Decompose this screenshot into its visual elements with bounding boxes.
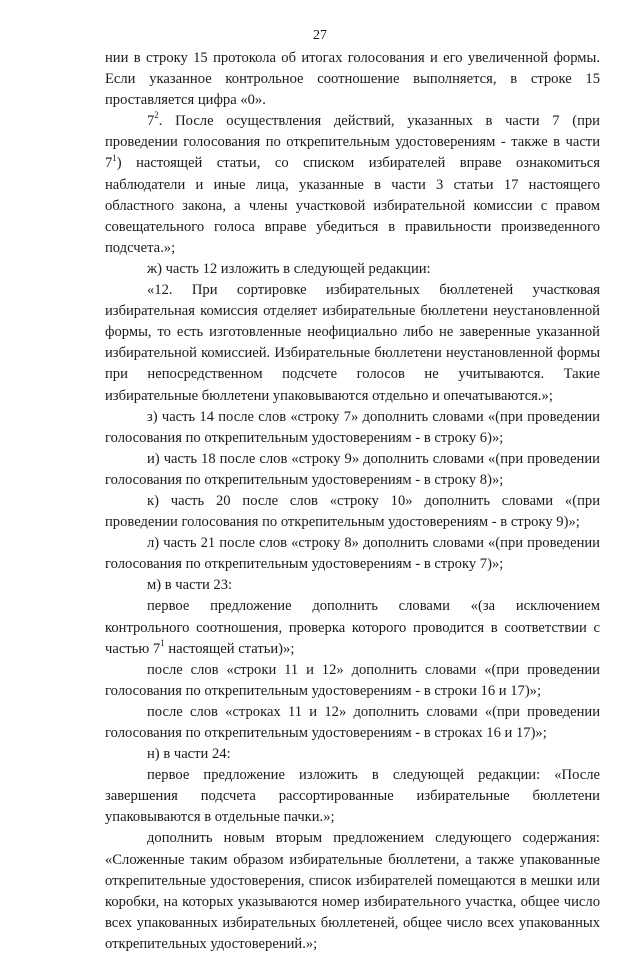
paragraph xyxy=(105,111,600,259)
document-body xyxy=(105,48,600,955)
paragraph: «12. При сортировке избирательных бюллетеней участковая избирательная комиссия отделяет избирательные бюллетени неустановленной формы, то есть изготовленные неофициально либо не заверенные указанной избирательной комиссией. Избирательные бюллетени неустановленной формы при непосредственном подсчете голосов не учитываются. Такие избирательные бюллетени упаковываются отдельно и опечатываются.»; xyxy=(105,282,600,404)
paragraph: м) в части 23: xyxy=(147,577,233,594)
text-run: настоящей статьи)»; xyxy=(164,640,295,657)
page-number: 27 xyxy=(313,28,327,43)
paragraph: ж) часть 12 изложить в следующей редакции: xyxy=(147,260,431,277)
text-run: . После осуществления действий, указанных в части 7 (при проведении голосования по открепительным удостоверениям - также в части 7 xyxy=(105,113,600,172)
paragraph: з) часть 14 после слов «строку 7» дополнить словами «(при проведении голосования по открепительным удостоверениям - в строку 6)»; xyxy=(105,408,600,446)
superscript: 1 xyxy=(160,637,165,648)
paragraph: после слов «строках 11 и 12» дополнить словами «(при проведении голосования по открепительным удостоверениям - в строках 16 и 17)»; xyxy=(105,703,600,741)
superscript: 1 xyxy=(112,152,117,163)
paragraph: н) в части 24: xyxy=(147,746,231,763)
paragraph: после слов «строки 11 и 12» дополнить словами «(при проведении голосования по открепительным удостоверениям - в строки 16 и 17)»; xyxy=(105,661,600,699)
paragraph: и) часть 18 после слов «строку 9» дополнить словами «(при проведении голосования по открепительным удостоверениям - в строку 8)»; xyxy=(105,450,600,488)
paragraph: первое предложение изложить в следующей редакции: «После завершения подсчета рассортированные избирательные бюллетени упаковываются в отдельные пачки.»; xyxy=(105,767,600,826)
paragraph: нии в строку 15 протокола об итогах голосования и его увеличенной формы. Если указанное контрольное соотношение выполняется, в строке 15 проставляется цифра «0». xyxy=(105,50,600,109)
paragraph: к) часть 20 после слов «строку 10» дополнить словами «(при проведении голосования по открепительным удостоверениям - в строку 9)»; xyxy=(105,492,600,531)
superscript: 2 xyxy=(154,110,159,121)
text-run: 7 xyxy=(147,113,155,130)
paragraph xyxy=(105,596,600,659)
paragraph: л) часть 21 после слов «строку 8» дополнить словами «(при проведении голосования по открепительным удостоверениям - в строку 7)»; xyxy=(105,535,600,573)
text-run: ) настоящей статьи, со списком избирателей вправе ознакомиться наблюдатели и иные лица, указанные в части 3 статьи 17 настоящего областного закона, а члены участковой избирательной комиссии с правом совещательного голоса вправе убедиться в правильности произведенного подсчета.»; xyxy=(105,155,600,256)
paragraph: дополнить новым вторым предложением следующего содержания: «Сложенные таким образом избирательные бюллетени, а также упакованные открепительные удостоверения, список избирателей помещаются в мешки или коробки, на которых указываются номер избирательного участка, общее число всех упакованных избирательных бюллетеней, общее число всех упакованных открепительных удостоверений.»; xyxy=(105,830,600,952)
text-run: первое предложение дополнить словами «(за исключением контрольного соотношения, проверка которого проводится в соответствии с частью 7 xyxy=(105,598,600,657)
